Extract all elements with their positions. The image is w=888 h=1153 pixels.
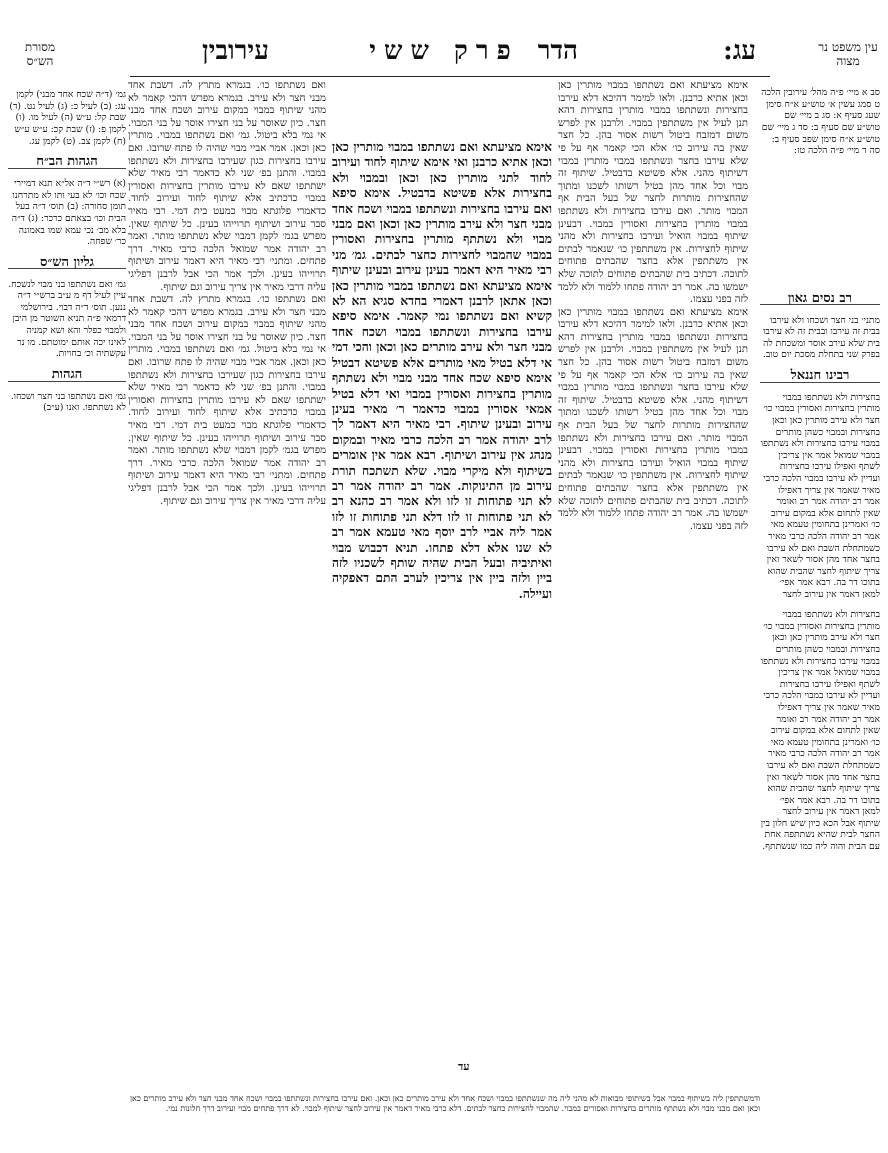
ein-mishpat-label: עין משפט נר מצוה: [818, 40, 878, 68]
page-header: [0, 14, 888, 74]
gilyon-text: גמ׳ ואם נשתתפו בני מבוי לנשכח. עיין לעיל דף מ ע״ב ברש״י ד״ה ננען. תוס׳ ד״ה דבוי. בירושלמי דרמאי פ״ה תניא השוטר מן היבן ולמבוי כפלר והא ושא קמניה לאינו יכה אותם ימוטתם. מו נר עקשתיה וכ׳ בחויות.: [8, 278, 126, 360]
rabbeinu-chananel-continued: [760, 600, 880, 1080]
rav-nissim-heading: רב נסים גאון: [760, 293, 880, 306]
tosafot-column: [128, 80, 326, 1080]
gemara-text: אימא מציעתא ואם נשתתפו במבוי מותרין כאן וכאן אתיא כרבנן ואי אימא שיתוף לחוד ועירוב לחוד לתני מותרין כאן וכאן ובמבוי ולא בחצירות אלא פשיטא בדבטיל. אימא סיפא ואם עירבו בחצירות ונשתתפו במבוי ושכח אחד מבני חצר ולא עירב מותרין כאן וכאן ואם מבני מבוי ולא נשתתף מותרין בחצירות ואסורין במבוי שהמבוי לחצירות כחצר לבתים. גמ׳ מני רבי מאיר היא דאמר בעינן עירוב ובעינן שיתוף אימא מציעתא ואם נשתתפו במבוי מותרין כאן וכאן אתאן לרבנן דאמרי בחדא סגיא הא לא קשיא ואם נשתתפו נמי קאמר. אימא סיפא עירבו בחצירות ונשתתפו במבוי ושכח אחד מבני חצר ולא עירב מותרים כאן וכאן והכי דמי אי דלא בטיל מאי מותרים אלא פשיטא דבטיל אימא סיפא שכח אחד מבני מבוי ולא נשתתף מותרין בחצירות ואסורין במבוי ואי דלא בטיל אמאי אסורין במבוי כדאמר ר׳ מאיר בעינן עירוב ובעינן שיתוף. רבי מאיר היא דאמר לך לרב יהודה אמר רב הלכה כרבי מאיר ובמקום מנהג אין עירוב ושיתוף. רבא אמר אין אומרים בשיתוף ולא מיקרי מבוי. שלא תשתכח תורת עירוב מן התינוקות. אמר רב יהודה אמר רב לא תני פתוחות זו לזו ולא אמר רב כהנא רב לא תני פתוחות זו לזו דלא תני פתוחות זו לזו אמר ליה אביי לרב יוסף מאי טעמא אמר רב לא שנו אלא דלא פתחו. תניא דכבוש מבוי ואיתיביה ובעל הבית שהיה שותף לשכניו לזה ביין ולזה ביין אין צריכין לערב התם דאפקיה ועיילה.: [332, 140, 552, 601]
chapter-name: הדר: [537, 36, 578, 66]
hagahot-text: גמ׳ ואם נשתתפו בני חצר ושכחו. לא נשתתפו. ואנו (ע״ב): [10, 390, 126, 414]
bottom-commentary: [130, 1086, 760, 1122]
gilyon-heading: גליון הש״ס: [8, 257, 126, 270]
masechet-name: עירובין: [202, 36, 269, 66]
rashi-column: [558, 80, 748, 1080]
mesoret-label: מסורת הש״ס: [24, 40, 56, 68]
mesoret-column: [8, 80, 126, 800]
chananel-cont-text: בחצירות ולא נשתתפו במבוי מותרין בחצירות ואסורין במבוי כו׳ חצר ולא עירב מותרין כאן וכאן בחצירות ובמבוי כשהן מותרים במבוי עירבו בחצירות ולא נשתתפו במבוי שמואל אמר אין צריכין לשתף ואפילו עירבו בחצירות ועדיין לא עירבו במבוי הלכה כרבי מאיר שאמר אין צריך דאפילו אמר רב יהודה אמר רב ואומר שאין לתחום אלא במקום עירוב כו׳ ואמרינן בתחומין טעמא מאי אמר רב יהודה הלכה כרבי מאיר כשמתחלת השבת ואם לא עירבו בחצר אחד מהן אסור לשאר ואין צריך שיתוף לחצר שהבית שהוא בתוכו דר בה. רבא אמר אפי׳ למאן דאמר אין עירוב לחצר שיתוף אבל הכא כיון שיש חלון בין החצר לבית שהיא נשתתפה אחת עם הבית והוה ליה כמו שנשתתף.: [760, 609, 880, 853]
bottom-text: ודמשתתפין ליה בשיתוף במבוי אבל בשיתופי מבואות לא מהני ליה מה שנשתתפו במבוי ושכח אחד ולא עירב מותרים כאן וכאן. ואם עירבו בחצירות ונשתתפו במבוי ושכח אחד מבני חצר ולא עירב מותרים כאן וכאן ואם מבני מבוי ולא נשתתף מותרים בחצירות ואסורים במבוי. שהמבוי לחצירות כחצר לבתים. דלא כרבי מאיר דאמר אין עירוב לחצר שיתוף למבוי. לא דרך פתחים מבוי ועירוב דרך חלונות נמי.: [130, 1094, 760, 1113]
hagahot-heading: הגהות: [8, 369, 126, 382]
hagahot-bach-heading: הגהות הב״ח: [8, 156, 126, 169]
ein-mishpat-column: [760, 78, 880, 598]
rav-nissim-text: מתני׳ בני חצר ושכחו ולא עירבו בבית זה עירבו ובבית זה לא עירבו בית שלא עירב אוסר ומשכחת לה בפרק שני בתחלת מסכת יום טוב.: [762, 314, 880, 361]
gemara-column: [332, 140, 552, 1030]
rashi-text-cont: אימא מציעתא ואם נשתתפו במבוי מותרין כאן וכאן אתיא כרבנן. ולאו למימר דהיכא דלא עירבו בחצירות ונשתתפו במבוי מותרין בחצירות דהא תנן לעיל אין משתתפין במבוי. ולרבנן אין לפרש משום דמזבח ביטול רשות אסור בהן. כל חצר שאין בה עירוב כו׳ אלא הכי קאמר אף על פי שלא עירבו בחצר ונשתתפו במבוי מותרין במבוי דשיתוף מהני. אלא פשיטא בדבטיל. שיתוף זה מבוי וכל אחד מהן בטיל רשותו לשכנו ומתוך שהחצירות מותרות לחצר של בעל הבית אף המבוי מותר. ואם עירבו בחצירות ולא נשתתפו במבוי מותרין בחצירות ואסורין במבוי. דבעינן שיתוף במבוי הואיל ועירבו בחצירות ולא מהני שיתוף לחצירות. אין משתתפין כו׳ שנאמר לבתים אין משתתפין אלא בחצר שהבתים פתוחים לתוכה. דכתיב בית שהבתים פתוחים לתוכה שלא ישמשו בה. אמר רב יהודה פתחו ללמוד ולא ללמד לזה בפני עצמו.: [558, 306, 748, 532]
hagahot-bach-text: (א) רש״י ד״ה אל״א תנא דמיירי שכח וכו׳ לא בעי ותו לא מתרחנו תומן סחורה: (ב) תוס׳ ד״ה בעל הבית וכו׳ בצאתם כרכר: (ג) ד״ה בלא מב׳ נכי עמא שמו באמונה כר׳ שפחה.: [11, 178, 126, 248]
daf-number: עג:: [723, 36, 756, 66]
perek-label: פרק ששי: [369, 36, 519, 66]
catchword: עד: [458, 1060, 470, 1073]
tosafot-text-cont: ואם נשתתפו כו׳. בגמרא מתרץ לה. דשבת אחד מבני חצר ולא עירב. בגמרא מפרש דהכי קאמר לא מהני שיתוף במבוי במקום עירוב ושכח אחד מבני חצר. כיון שאוסר על בני חצירו אוסר על בני המבוי. אי נמי בלא ביטול. גמ׳ ואם נשתתפו במבוי. מותרין כאן וכאן. אמר אביי מבוי שהיה לו פתח שרובו. ואם עירבו בחצירות כגון שעירבו בחצירות ולא נשתתפו במבוי. והתנן בפ׳ שני לא כדאמר רבי מאיר שלא ישתתפו שאם לא עירבו מותרין בחצירות ואסורין במבוי כדכתיב אלא שיתוף לחוד ועירוב לחוד. כדאמרי פלוגתא מבוי כמעט בית דמי. רבי מאיר סבר עירוב ושיתוף תרוייהו בעינן. כל שיתוף שאין. מפרש בגמ׳ לקמן דמבוי שלא נשתתפו מותר. ואמר רב יהודה אמר שמואל הלכה כרבי מאיר. דרך פתחים. ומתני׳ רבי מאיר היא דאמר עירוב ושיתוף תרוייהו בעינן. ולכך אמר הכי אבל לרבנן דפליגי עליה דרבי מאיר אין צריך עירוב וגם שיתוף.: [128, 294, 326, 507]
rabbeinu-chananel-heading: רבינו חננאל: [760, 370, 880, 383]
ein-mishpat-text: סב א מיי׳ פ״ה מהל׳ עירובין הלכה ט סמג עשין א׳ טוש״ע א״ח סימן שעג סעיף א: סג ב מיי׳ שם טוש״ע שם סעיף ב: סד ג מיי׳ שם טוש״ע א״ח סימן שפב סעיף ב: סה ד מיי׳ פ״ה הלכה טז:: [761, 87, 880, 157]
tosafot-text: ואם נשתתפו כו׳. בגמרא מתרץ לה. דשבת אחד מבני חצר ולא עירב. בגמרא מפרש דהכי קאמר לא מהני שיתוף במבוי במקום עירוב ושכח אחד מבני חצר. כיון שאוסר על בני חצירו אוסר על בני המבוי. אי נמי בלא ביטול. גמ׳ ואם נשתתפו במבוי. מותרין כאן וכאן. אמר אביי מבוי שהיה לו פתח שרובו. ואם עירבו בחצירות כגון שעירבו בחצירות ולא נשתתפו במבוי. והתנן בפ׳ שני לא כדאמר רבי מאיר שלא ישתתפו שאם לא עירבו מותרין בחצירות ואסורין במבוי כדכתיב אלא שיתוף לחוד ועירוב לחוד. כדאמרי פלוגתא מבוי כמעט בית דמי. רבי מאיר סבר עירוב ושיתוף תרוייהו בעינן. כל שיתוף שאין. מפרש בגמ׳ לקמן דמבוי שלא נשתתפו מותר. ואמר רב יהודה אמר שמואל הלכה כרבי מאיר. דרך פתחים. ומתני׳ רבי מאיר היא דאמר עירוב ושיתוף תרוייהו בעינן. ולכך אמר הכי אבל לרבנן דפליגי עליה דרבי מאיר אין צריך עירוב וגם שיתוף.: [128, 80, 326, 293]
rashi-text: אימא מציעתא ואם נשתתפו במבוי מותרין כאן וכאן אתיא כרבנן. ולאו למימר דהיכא דלא עירבו בחצירות ונשתתפו במבוי מותרין בחצירות דהא תנן לעיל אין משתתפין במבוי. ולרבנן אין לפרש משום דמזבח ביטול רשות אסור בהן. כל חצר שאין בה עירוב כו׳ אלא הכי קאמר אף על פי שלא עירבו בחצר ונשתתפו במבוי מותרין במבוי דשיתוף מהני. אלא פשיטא בדבטיל. שיתוף זה מבוי וכל אחד מהן בטיל רשותו לשכנו ומתוך שהחצירות מותרות לחצר של בעל הבית אף המבוי מותר. ואם עירבו בחצירות ולא נשתתפו במבוי מותרין בחצירות ואסורין במבוי. דבעינן שיתוף במבוי הואיל ועירבו בחצירות ולא מהני שיתוף לחצירות. אין משתתפין כו׳ שנאמר לבתים אין משתתפין אלא בחצר שהבתים פתוחים לתוכה. דכתיב בית שהבתים פתוחים לתוכה שלא ישמשו בה. אמר רב יהודה פתחו ללמוד ולא ללמד לזה בפני עצמו.: [558, 80, 748, 306]
mesoret-text: גמ׳ (ד״ה שכח אחד מבני) לקמן עג: (ב) לעיל כ: (ג) לעיל נט. (ד) שבת קל: ע״ש (ה) לעיל מו. (ו) לקמן פ: (ז) שבת קכ: ע״ש ע״ש (ח) לקמן צב. (ט) לקמן עג.: [9, 89, 126, 147]
header-rule: [130, 76, 770, 77]
rabbeinu-chananel-text: בחצירות ולא נשתתפו במבוי מותרין בחצירות ואסורין במבוי כו׳ חצר ולא עירב מותרין כאן וכאן בחצירות ובמבוי כשהן מותרים במבוי עירבו בחצירות ולא נשתתפו במבוי שמואל אמר אין צריכין לשתף ואפילו עירבו בחצירות ועדיין לא עירבו במבוי הלכה כרבי מאיר שאמר אין צריך דאפילו אמר רב יהודה אמר רב ואומר שאין לתחום אלא במקום עירוב כו׳ ואמרינן בתחומין טעמא מאי אמר רב יהודה הלכה כרבי מאיר כשמתחלת השבת ואם לא עירבו בחצר אחד מהן אסור לשאר ואין צריך שיתוף לחצר שהבית שהוא בתוכו דר בה. רבא אמר אפי׳ למאן דאמר אין עירוב לחצר: [760, 391, 880, 598]
